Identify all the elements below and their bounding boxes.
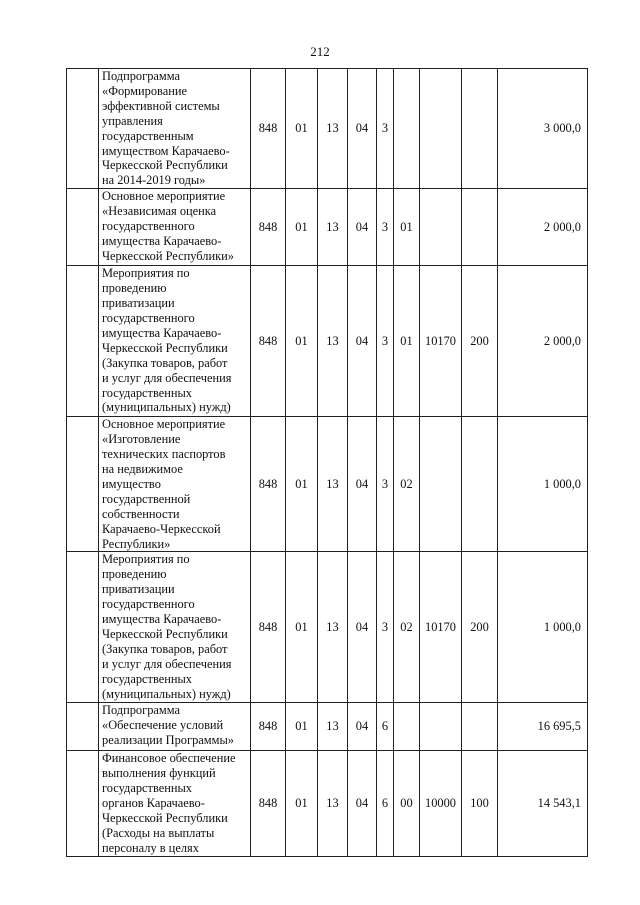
name-line: Черкесской Республики — [102, 626, 228, 641]
cell-subsection-code: 13 — [318, 552, 348, 703]
name-line: государственного — [102, 597, 195, 612]
cell-direction-code: 10170 — [420, 266, 462, 417]
cell-name — [99, 69, 251, 189]
name-line: Мероприятия по — [102, 552, 190, 567]
name-line: «Обеспечение условий — [102, 718, 224, 733]
cell-name — [99, 751, 251, 856]
name-line: государственным — [102, 128, 194, 143]
name-line: приватизации — [102, 296, 175, 311]
name-line: «Формирование — [102, 83, 187, 98]
cell-section-code: 01 — [286, 189, 318, 266]
name-line: государственных — [102, 671, 193, 686]
cell-index — [67, 417, 99, 552]
name-line: имущества Карачаево- — [102, 233, 222, 248]
cell-subprogram-code: 3 — [377, 266, 394, 417]
name-line: «Независимая оценка — [102, 204, 217, 219]
cell-subsection-code: 13 — [318, 751, 348, 856]
cell-section-code: 01 — [286, 552, 318, 703]
name-line: персоналу в целях — [102, 840, 199, 855]
cell-index — [67, 552, 99, 703]
page-number: 212 — [310, 44, 330, 59]
cell-amount: 3 000,0 — [498, 69, 588, 189]
cell-subsection-code: 13 — [318, 417, 348, 552]
cell-expense-type-code: 200 — [462, 552, 498, 703]
name-line: государственного — [102, 310, 195, 325]
name-line: выполнения функций — [102, 766, 216, 781]
name-line: государственной — [102, 491, 191, 506]
name-line: проведению — [102, 281, 167, 296]
cell-amount: 2 000,0 — [498, 189, 588, 266]
name-line: Черкесской Республики — [102, 158, 228, 173]
name-line: имуществом Карачаево- — [102, 143, 230, 158]
name-line: органов Карачаево- — [102, 796, 205, 811]
cell-expense-type-code — [462, 69, 498, 189]
table-row — [67, 417, 588, 552]
name-line: Финансовое обеспечение — [102, 751, 236, 766]
cell-measure-code — [394, 703, 420, 751]
cell-name — [99, 552, 251, 703]
name-line: Республики» — [102, 536, 171, 551]
cell-direction-code: 10000 — [420, 751, 462, 856]
cell-name — [99, 266, 251, 417]
cell-measure-code: 01 — [394, 189, 420, 266]
name-line: государственных — [102, 781, 193, 796]
table-row — [67, 266, 588, 417]
name-line: (муниципальных) нужд) — [102, 686, 231, 701]
budget-table — [66, 68, 588, 857]
table-row — [67, 751, 588, 856]
name-line: имущество — [102, 476, 161, 491]
cell-amount: 14 543,1 — [498, 751, 588, 856]
name-line: государственного — [102, 219, 195, 234]
name-line: (Закупка товаров, работ — [102, 641, 228, 656]
name-line: технических паспортов — [102, 447, 226, 462]
name-line: Основное мероприятие — [102, 417, 226, 432]
name-line: имущества Карачаево- — [102, 325, 222, 340]
cell-measure-code: 01 — [394, 266, 420, 417]
cell-subsection-code: 13 — [318, 703, 348, 751]
cell-program-code: 04 — [348, 751, 377, 856]
budget-table-body — [67, 69, 588, 857]
cell-section-code: 01 — [286, 266, 318, 417]
name-line: управления — [102, 113, 163, 128]
cell-subprogram-code: 3 — [377, 552, 394, 703]
cell-department-code: 848 — [251, 189, 286, 266]
name-line: (Закупка товаров, работ — [102, 355, 228, 370]
name-line: Черкесской Республики — [102, 811, 228, 826]
name-line: и услуг для обеспечения — [102, 370, 232, 385]
name-line: Подпрограмма — [102, 69, 180, 83]
name-line: «Изготовление — [102, 432, 181, 447]
name-line: имущества Карачаево- — [102, 612, 222, 627]
name-line: проведению — [102, 567, 167, 582]
table-row — [67, 69, 588, 189]
cell-subprogram-code: 3 — [377, 189, 394, 266]
cell-section-code: 01 — [286, 69, 318, 189]
cell-section-code: 01 — [286, 417, 318, 552]
cell-index — [67, 266, 99, 417]
table-row — [67, 189, 588, 266]
cell-section-code: 01 — [286, 751, 318, 856]
name-line: на 2014-2019 годы» — [102, 173, 206, 188]
cell-amount: 1 000,0 — [498, 552, 588, 703]
table-row — [67, 703, 588, 751]
cell-index — [67, 703, 99, 751]
cell-measure-code: 02 — [394, 417, 420, 552]
cell-direction-code — [420, 703, 462, 751]
cell-name — [99, 703, 251, 751]
name-line: (муниципальных) нужд) — [102, 400, 231, 415]
cell-direction-code: 10170 — [420, 552, 462, 703]
cell-measure-code: 02 — [394, 552, 420, 703]
name-line: Карачаево-Черкесской — [102, 521, 221, 536]
cell-measure-code: 00 — [394, 751, 420, 856]
cell-department-code: 848 — [251, 69, 286, 189]
name-line: Черкесской Республики» — [102, 248, 234, 263]
cell-department-code: 848 — [251, 552, 286, 703]
name-line: реализации Программы» — [102, 733, 234, 748]
cell-subprogram-code: 6 — [377, 703, 394, 751]
cell-direction-code — [420, 417, 462, 552]
cell-amount: 16 695,5 — [498, 703, 588, 751]
table-row — [67, 552, 588, 703]
cell-program-code: 04 — [348, 417, 377, 552]
cell-index — [67, 751, 99, 856]
cell-subsection-code: 13 — [318, 69, 348, 189]
cell-subprogram-code: 3 — [377, 417, 394, 552]
cell-program-code: 04 — [348, 552, 377, 703]
cell-expense-type-code — [462, 189, 498, 266]
name-line: приватизации — [102, 582, 175, 597]
cell-name — [99, 189, 251, 266]
name-line: Мероприятия по — [102, 266, 190, 281]
name-line: (Расходы на выплаты — [102, 825, 215, 840]
cell-direction-code — [420, 189, 462, 266]
cell-subsection-code: 13 — [318, 189, 348, 266]
cell-expense-type-code — [462, 703, 498, 751]
name-line: собственности — [102, 506, 180, 521]
name-line: эффективной системы — [102, 98, 220, 113]
cell-amount: 2 000,0 — [498, 266, 588, 417]
cell-index — [67, 189, 99, 266]
cell-program-code: 04 — [348, 189, 377, 266]
name-line: на недвижимое — [102, 461, 183, 476]
name-line: и услуг для обеспечения — [102, 656, 232, 671]
name-line: государственных — [102, 385, 193, 400]
cell-program-code: 04 — [348, 703, 377, 751]
cell-measure-code — [394, 69, 420, 189]
cell-program-code: 04 — [348, 69, 377, 189]
cell-subsection-code: 13 — [318, 266, 348, 417]
name-line: Основное мероприятие — [102, 189, 226, 204]
name-line: Черкесской Республики — [102, 340, 228, 355]
cell-department-code: 848 — [251, 266, 286, 417]
cell-expense-type-code: 100 — [462, 751, 498, 856]
cell-department-code: 848 — [251, 417, 286, 552]
cell-expense-type-code: 200 — [462, 266, 498, 417]
cell-subprogram-code: 3 — [377, 69, 394, 189]
cell-expense-type-code — [462, 417, 498, 552]
cell-subprogram-code: 6 — [377, 751, 394, 856]
cell-section-code: 01 — [286, 703, 318, 751]
cell-program-code: 04 — [348, 266, 377, 417]
cell-department-code: 848 — [251, 751, 286, 856]
name-line: Подпрограмма — [102, 703, 180, 718]
cell-direction-code — [420, 69, 462, 189]
cell-name — [99, 417, 251, 552]
cell-amount: 1 000,0 — [498, 417, 588, 552]
cell-department-code: 848 — [251, 703, 286, 751]
cell-index — [67, 69, 99, 189]
